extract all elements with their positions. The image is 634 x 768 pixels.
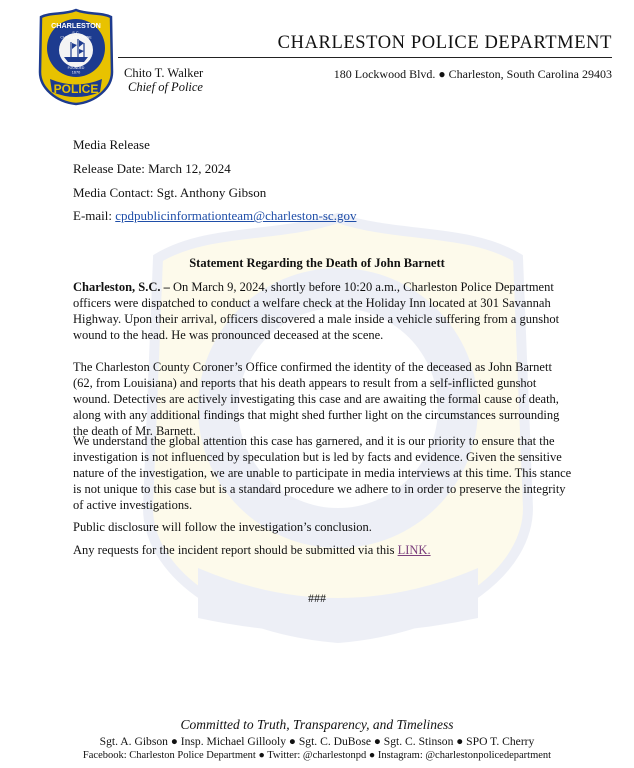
incident-report-link[interactable]: LINK. [397,543,431,557]
badge-sub2-text: CHARLES TOWNE [60,35,92,40]
media-contact: Media Contact: Sgt. Anthony Gibson [73,185,267,200]
paragraph-1 [73,279,573,343]
badge-sub1-text: S.C. [72,31,80,35]
badge-police-text: POLICE [53,82,99,96]
department-address: 180 Lockwood Blvd. ● Charleston, South Carolina 29403 [333,67,612,81]
paragraph-3: We understand the global attention this case has garnered, and it is our priority to ensure that the investigation is not influenced by speculation but is led by facts and evidence. Given the sensitive nature of the investigation, we are unable to participate in media interviews at this time. This stance is not unique to this case but is a standard procedure we adhere to in order to preserve the integrity of active investigations. [73,434,572,512]
release-type: Media Release [73,137,150,152]
paragraph-4: Public disclosure will follow the investigation’s conclusion. [73,520,372,534]
chief-name: Chito T. Walker [124,66,204,80]
email-label: E-mail: [73,208,116,223]
dateline: Charleston, S.C. – [73,280,170,294]
department-name: CHARLESTON POLICE DEPARTMENT [277,33,612,53]
footer-tagline: Committed to Truth, Transparency, and Timeliness [180,717,454,732]
footer-social-links: Facebook: Charleston Police Department ● Twitter: @charlestonpd ● Instagram: @charlestonpolicedepartment [82,750,552,761]
paragraph-5-text: Any requests for the incident report should be submitted via this [73,543,398,557]
badge-top-text: CHARLESTON [51,21,101,30]
statement-title: Statement Regarding the Death of John Barnett [189,256,445,270]
paragraph-5 [73,542,573,558]
email-link[interactable]: cpdpublicinformationteam@charleston-sc.gov [115,208,357,223]
release-date: Release Date: March 12, 2024 [73,161,231,176]
police-badge-logo [38,8,114,106]
footer-staff-list: Sgt. A. Gibson ● Insp. Michael Gillooly ● Sgt. C. DuBose ● Sgt. C. Stinson ● SPO T. Cherry [99,735,535,748]
paragraph-1-text: On March 9, 2024, shortly before 10:20 a.m., Charleston Police Department officers were dispatched to conduct a welfare check at the Holiday Inn located at 301 Savannah Highway. Upon their arrival, officers discovered a male inside a vehicle suffering from a gunshot wound to the head. He was pronounced deceased at the scene. [73,280,560,342]
chief-title: Chief of Police [128,80,203,94]
paragraph-2: The Charleston County Coroner’s Office confirmed the identity of the deceased as John Barnett (62, from Louisiana) and reports that his death appears to result from a self-inflicted gunshot wound. Detectives are actively investigating this case and are awaiting the formal cause of death, along with any additional findings that might shed further light on the circumstances surrounding the death of Mr. Barnett. [73,360,560,438]
badge-founded-text: FOUNDED [67,66,85,70]
end-mark: ### [308,591,326,605]
email-line [73,208,356,224]
header-divider [118,57,612,58]
badge-year-text: 1670 [71,70,81,75]
